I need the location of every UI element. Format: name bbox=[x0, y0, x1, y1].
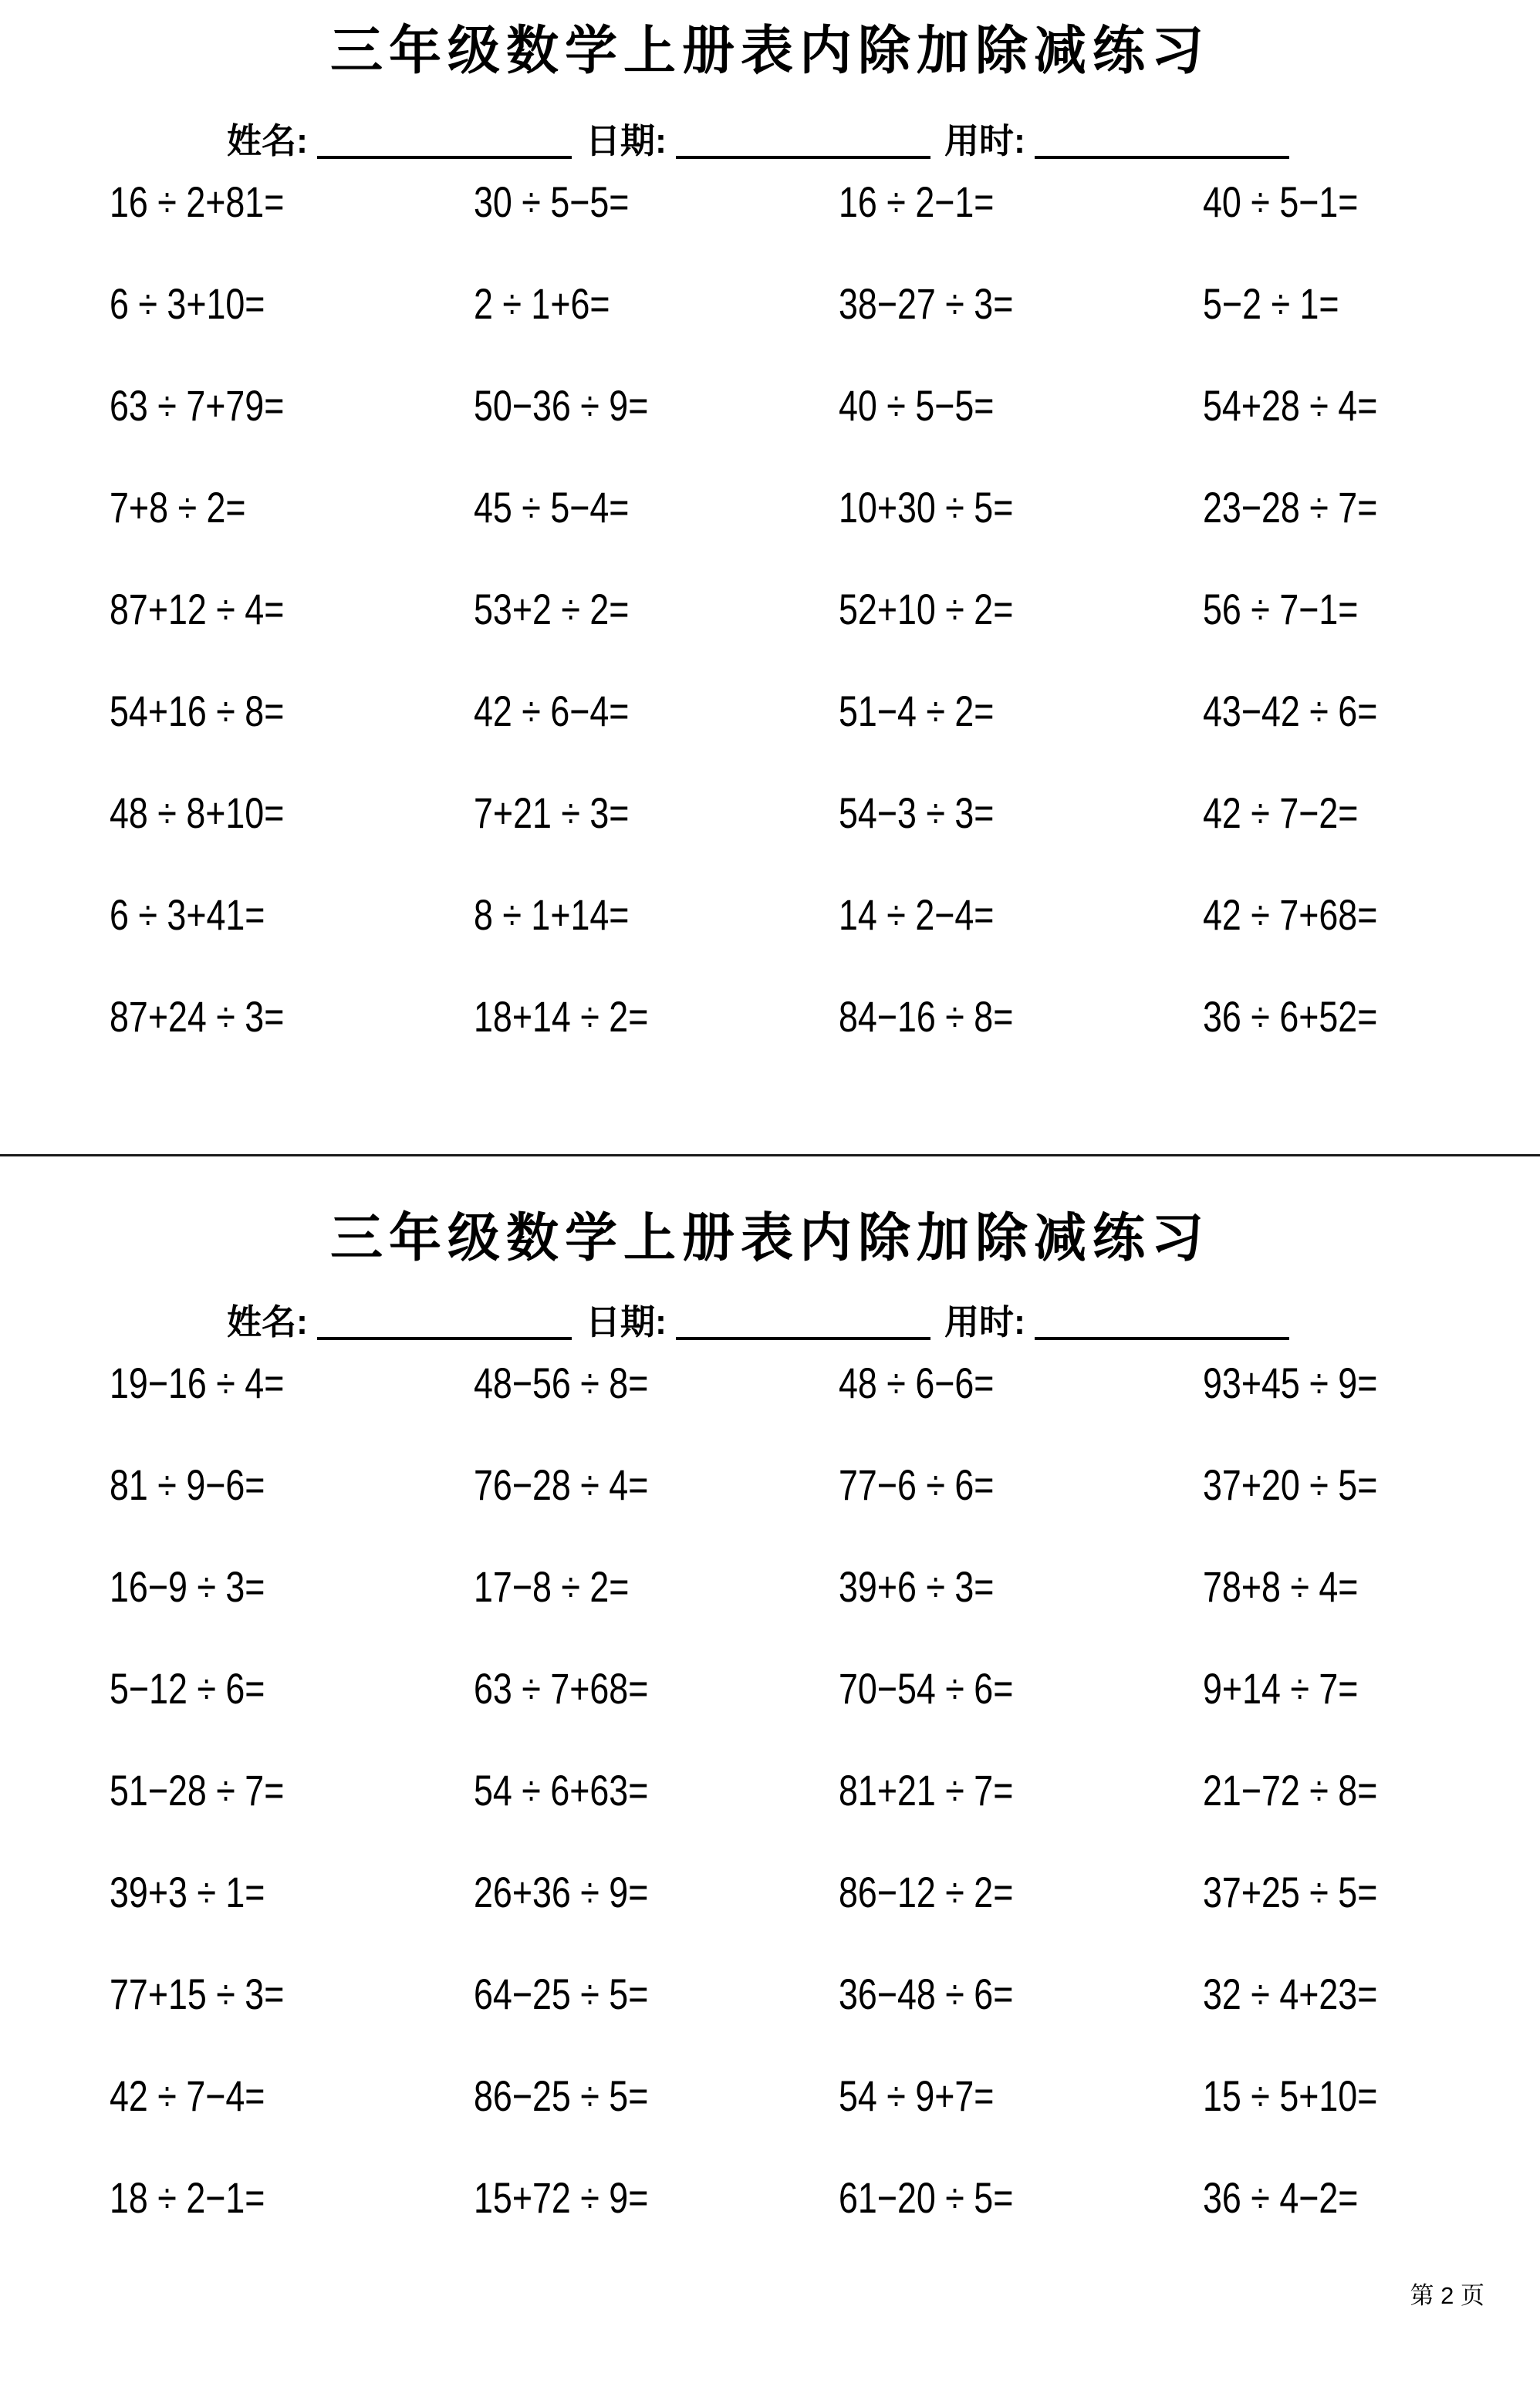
problem-grid-page-1 bbox=[0, 177, 1540, 1097]
problem-expression: 15+72 ÷ 9= bbox=[474, 2173, 649, 2222]
header-fields bbox=[227, 1303, 1540, 1340]
problem-expression: 18+14 ÷ 2= bbox=[474, 992, 649, 1041]
problem-expression: 63 ÷ 7+68= bbox=[474, 1664, 649, 1713]
page-divider-line bbox=[0, 1154, 1540, 1156]
problem-expression: 38−27 ÷ 3= bbox=[839, 279, 1014, 328]
problem-expression: 48 ÷ 6−6= bbox=[839, 1359, 995, 1407]
problem-expression: 87+24 ÷ 3= bbox=[110, 992, 285, 1041]
time-label: 用时: bbox=[944, 1301, 1025, 1342]
problem-expression: 51−28 ÷ 7= bbox=[110, 1766, 285, 1815]
problem-expression: 54+16 ÷ 8= bbox=[110, 687, 285, 735]
problem-expression: 51−4 ÷ 2= bbox=[839, 687, 995, 735]
problem-expression: 54+28 ÷ 4= bbox=[1203, 381, 1378, 430]
problem-expression: 45 ÷ 5−4= bbox=[474, 483, 630, 532]
name-label: 姓名: bbox=[227, 1301, 308, 1342]
problem-expression: 48−56 ÷ 8= bbox=[474, 1359, 649, 1407]
time-blank-line bbox=[1035, 122, 1289, 159]
problem-expression: 37+20 ÷ 5= bbox=[1203, 1460, 1378, 1509]
problem-expression: 39+6 ÷ 3= bbox=[839, 1562, 995, 1611]
problem-expression: 16−9 ÷ 3= bbox=[110, 1562, 265, 1611]
problem-expression: 7+8 ÷ 2= bbox=[110, 483, 246, 532]
problem-expression: 14 ÷ 2−4= bbox=[839, 890, 995, 939]
time-label: 用时: bbox=[944, 120, 1025, 160]
problem-expression: 86−12 ÷ 2= bbox=[839, 1868, 1014, 1916]
problem-expression: 61−20 ÷ 5= bbox=[839, 2173, 1014, 2222]
problem-expression: 77−6 ÷ 6= bbox=[839, 1460, 995, 1509]
problem-expression: 6 ÷ 3+10= bbox=[110, 279, 265, 328]
problem-expression: 70−54 ÷ 6= bbox=[839, 1664, 1014, 1713]
page-title: 三年级数学上册表内除加除减练习 bbox=[329, 1209, 1210, 1268]
problem-expression: 64−25 ÷ 5= bbox=[474, 1970, 649, 2018]
problem-expression: 42 ÷ 7−4= bbox=[110, 2071, 265, 2120]
problem-expression: 42 ÷ 6−4= bbox=[474, 687, 630, 735]
problem-expression: 86−25 ÷ 5= bbox=[474, 2071, 649, 2120]
problem-expression: 39+3 ÷ 1= bbox=[110, 1868, 265, 1916]
problem-expression: 84−16 ÷ 8= bbox=[839, 992, 1014, 1041]
problem-expression: 23−28 ÷ 7= bbox=[1203, 483, 1378, 532]
problem-expression: 10+30 ÷ 5= bbox=[839, 483, 1014, 532]
problem-expression: 50−36 ÷ 9= bbox=[474, 381, 649, 430]
page-number-footer: 第 2 页 bbox=[1410, 2282, 1484, 2309]
date-label: 日期: bbox=[586, 1301, 667, 1342]
problem-expression: 81+21 ÷ 7= bbox=[839, 1766, 1014, 1815]
problem-expression: 32 ÷ 4+23= bbox=[1203, 1970, 1378, 2018]
problem-expression: 52+10 ÷ 2= bbox=[839, 585, 1014, 633]
problem-expression: 18 ÷ 2−1= bbox=[110, 2173, 265, 2222]
problem-expression: 43−42 ÷ 6= bbox=[1203, 687, 1378, 735]
problem-expression: 36 ÷ 6+52= bbox=[1203, 992, 1378, 1041]
problem-expression: 6 ÷ 3+41= bbox=[110, 890, 265, 939]
problem-expression: 15 ÷ 5+10= bbox=[1203, 2071, 1378, 2120]
problem-expression: 37+25 ÷ 5= bbox=[1203, 1868, 1378, 1916]
problem-expression: 17−8 ÷ 2= bbox=[474, 1562, 630, 1611]
problem-expression: 7+21 ÷ 3= bbox=[474, 788, 630, 837]
problem-expression: 56 ÷ 7−1= bbox=[1203, 585, 1359, 633]
problem-grid-page-2 bbox=[0, 1359, 1540, 2278]
problem-expression: 19−16 ÷ 4= bbox=[110, 1359, 285, 1407]
problem-expression: 21−72 ÷ 8= bbox=[1203, 1766, 1378, 1815]
problem-expression: 93+45 ÷ 9= bbox=[1203, 1359, 1378, 1407]
problem-expression: 36 ÷ 4−2= bbox=[1203, 2173, 1359, 2222]
problem-expression: 87+12 ÷ 4= bbox=[110, 585, 285, 633]
problem-expression: 53+2 ÷ 2= bbox=[474, 585, 630, 633]
problem-expression: 54 ÷ 6+63= bbox=[474, 1766, 649, 1815]
name-blank-line bbox=[317, 1303, 572, 1340]
problem-expression: 48 ÷ 8+10= bbox=[110, 788, 285, 837]
problem-expression: 9+14 ÷ 7= bbox=[1203, 1664, 1359, 1713]
problem-expression: 30 ÷ 5−5= bbox=[474, 177, 630, 226]
page-title: 三年级数学上册表内除加除减练习 bbox=[329, 22, 1210, 80]
name-label: 姓名: bbox=[227, 120, 308, 160]
time-blank-line bbox=[1035, 1303, 1289, 1340]
name-blank-line bbox=[317, 122, 572, 159]
problem-expression: 5−2 ÷ 1= bbox=[1203, 279, 1339, 328]
problem-expression: 81 ÷ 9−6= bbox=[110, 1460, 265, 1509]
problem-expression: 54−3 ÷ 3= bbox=[839, 788, 995, 837]
problem-expression: 8 ÷ 1+14= bbox=[474, 890, 630, 939]
worksheet-page-2 bbox=[0, 1209, 1540, 2309]
problem-expression: 42 ÷ 7−2= bbox=[1203, 788, 1359, 837]
problem-expression: 77+15 ÷ 3= bbox=[110, 1970, 285, 2018]
problem-expression: 16 ÷ 2+81= bbox=[110, 177, 285, 226]
problem-expression: 76−28 ÷ 4= bbox=[474, 1460, 649, 1509]
problem-expression: 5−12 ÷ 6= bbox=[110, 1664, 265, 1713]
header-fields bbox=[227, 122, 1540, 159]
worksheet-document bbox=[0, 22, 1540, 2309]
problem-expression: 36−48 ÷ 6= bbox=[839, 1970, 1014, 2018]
problem-expression: 16 ÷ 2−1= bbox=[839, 177, 995, 226]
problem-expression: 26+36 ÷ 9= bbox=[474, 1868, 649, 1916]
problem-expression: 40 ÷ 5−1= bbox=[1203, 177, 1359, 226]
worksheet-page-1 bbox=[0, 22, 1540, 1097]
problem-expression: 2 ÷ 1+6= bbox=[474, 279, 610, 328]
problem-expression: 78+8 ÷ 4= bbox=[1203, 1562, 1359, 1611]
date-blank-line bbox=[676, 1303, 930, 1340]
date-label: 日期: bbox=[586, 120, 667, 160]
date-blank-line bbox=[676, 122, 930, 159]
problem-expression: 63 ÷ 7+79= bbox=[110, 381, 285, 430]
problem-expression: 42 ÷ 7+68= bbox=[1203, 890, 1378, 939]
problem-expression: 40 ÷ 5−5= bbox=[839, 381, 995, 430]
problem-expression: 54 ÷ 9+7= bbox=[839, 2071, 995, 2120]
